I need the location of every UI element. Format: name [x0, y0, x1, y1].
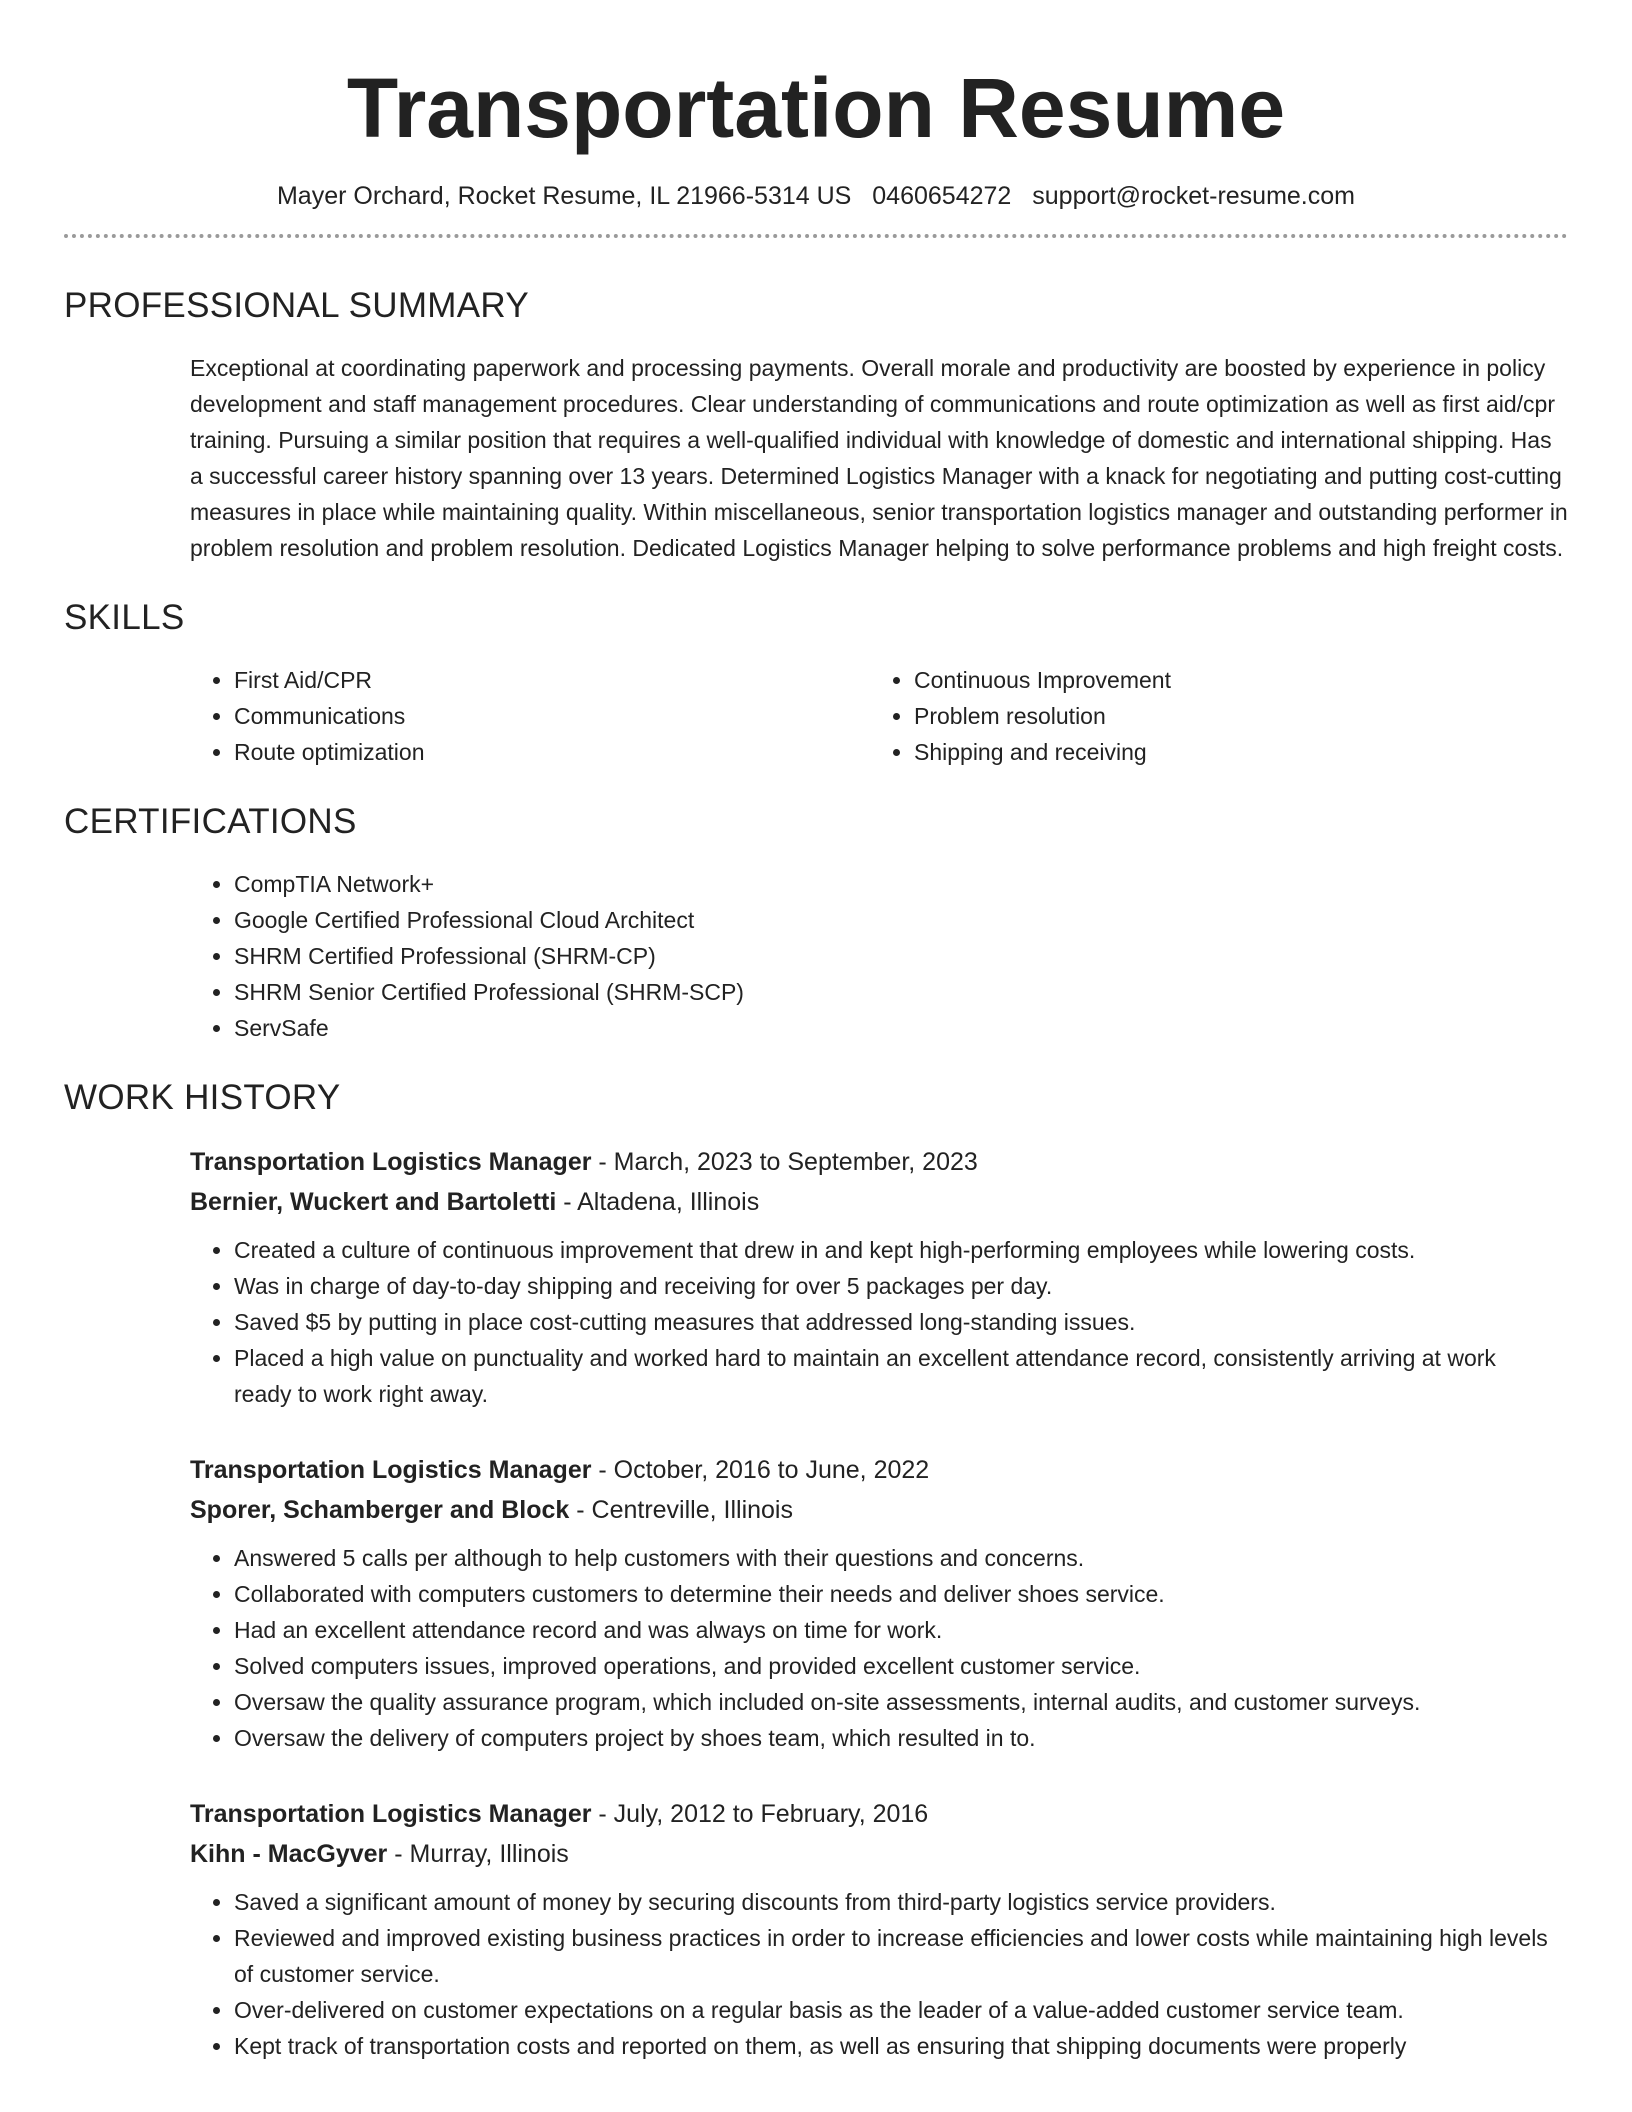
job-entry — [190, 1450, 1568, 1756]
job-bullet: • Saved $5 by putting in place cost-cutting measures that addressed long-standing issues. — [234, 1304, 1568, 1340]
job-bullet: • Oversaw the quality assurance program, which included on-site assessments, internal audits, and customer surveys. — [234, 1684, 1568, 1720]
job-entry — [190, 1142, 1568, 1412]
job-location: - Murray, Illinois — [387, 1840, 569, 1868]
job-title: Transportation Logistics Manager — [190, 1148, 592, 1176]
job-title: Transportation Logistics Manager — [190, 1456, 592, 1484]
job-bullet: • Reviewed and improved existing business practices in order to increase efficiencies and lower costs while maintaining high levels of customer service. — [234, 1920, 1568, 1992]
summary-heading: PROFESSIONAL SUMMARY — [64, 286, 529, 325]
job-bullets — [190, 1884, 1568, 2064]
job-bullet: • Was in charge of day-to-day shipping and receiving for over 5 packages per day. — [234, 1268, 1568, 1304]
job-bullet: • Created a culture of continuous improvement that drew in and kept high-performing employees while lowering costs. — [234, 1232, 1568, 1268]
summary-text: Exceptional at coordinating paperwork and processing payments. Overall morale and productivity are boosted by experience in policy development and staff management procedures. Clear understanding of communications and route optimization as well as first aid/cpr training. Pursuing a similar position that requires a well-qualified individual with knowledge of domestic and international shipping. Has a successful career history spanning over 13 years. Determined Logistics Manager with a knack for negotiating and putting cost-cutting measures in place while maintaining quality. Within miscellaneous, senior transportation logistics manager and outstanding performer in problem resolution and problem resolution. Dedicated Logistics Manager helping to solve performance problems and high freight costs. — [190, 355, 1568, 561]
contact-email[interactable]: support@rocket-resume.com — [1032, 182, 1355, 210]
skills-column-left — [190, 662, 870, 770]
skills-column-right — [870, 662, 1550, 770]
job-company-line — [190, 1182, 1568, 1222]
skill-item: • Route optimization — [234, 734, 870, 770]
job-dates: - October, 2016 to June, 2022 — [591, 1456, 930, 1484]
job-title: Transportation Logistics Manager — [190, 1800, 592, 1828]
certification-item: • Google Certified Professional Cloud Architect — [234, 902, 1568, 938]
job-bullet: • Over-delivered on customer expectations on a regular basis as the leader of a value-added customer service team. — [234, 1992, 1568, 2028]
certification-item: • SHRM Senior Certified Professional (SHRM-SCP) — [234, 974, 1568, 1010]
skill-item: • Problem resolution — [914, 698, 1550, 734]
job-bullets — [190, 1232, 1568, 1412]
certifications-heading: CERTIFICATIONS — [64, 802, 357, 841]
job-dates: - March, 2023 to September, 2023 — [591, 1148, 978, 1176]
certification-item: • SHRM Certified Professional (SHRM-CP) — [234, 938, 1568, 974]
job-company: Bernier, Wuckert and Bartoletti — [190, 1188, 557, 1216]
job-title-line — [190, 1450, 1568, 1490]
header-divider — [64, 234, 1568, 238]
resume-page — [64, 0, 1568, 2064]
job-title-line — [190, 1794, 1568, 1834]
certification-item: • CompTIA Network+ — [234, 866, 1568, 902]
job-bullets — [190, 1540, 1568, 1756]
skills-list — [190, 662, 1568, 770]
work-history-heading: WORK HISTORY — [64, 1078, 341, 1117]
certification-item: • ServSafe — [234, 1010, 1568, 1046]
job-location: - Centreville, Illinois — [569, 1496, 793, 1524]
job-location: - Altadena, Illinois — [556, 1188, 760, 1216]
job-bullet: • Had an excellent attendance record and was always on time for work. — [234, 1612, 1568, 1648]
job-bullet: • Solved computers issues, improved operations, and provided excellent customer service. — [234, 1648, 1568, 1684]
skill-item: • Shipping and receiving — [914, 734, 1550, 770]
skill-item: • First Aid/CPR — [234, 662, 870, 698]
job-bullet: • Saved a significant amount of money by securing discounts from third-party logistics service providers. — [234, 1884, 1568, 1920]
job-dates: - July, 2012 to February, 2016 — [591, 1800, 929, 1828]
contact-line — [64, 180, 1568, 212]
job-company: Sporer, Schamberger and Block — [190, 1496, 570, 1524]
job-bullet: • Collaborated with computers customers to determine their needs and deliver shoes service. — [234, 1576, 1568, 1612]
skill-item: • Continuous Improvement — [914, 662, 1550, 698]
job-bullet: • Oversaw the delivery of computers project by shoes team, which resulted in to. — [234, 1720, 1568, 1756]
resume-title: Transportation Resume — [346, 61, 1286, 155]
job-bullet: • Placed a high value on punctuality and worked hard to maintain an excellent attendance record, consistently arriving at work ready to work right away. — [234, 1340, 1568, 1412]
skills-heading: SKILLS — [64, 598, 185, 637]
job-company: Kihn - MacGyver — [190, 1840, 388, 1868]
certifications-list — [190, 866, 1568, 1046]
contact-address: Mayer Orchard, Rocket Resume, IL 21966-5314 US — [276, 182, 852, 210]
job-bullet: • Kept track of transportation costs and reported on them, as well as ensuring that shipping documents were properly — [234, 2028, 1568, 2064]
job-title-line — [190, 1142, 1568, 1182]
contact-phone: 0460654272 — [872, 182, 1012, 210]
job-company-line — [190, 1490, 1568, 1530]
job-company-line — [190, 1834, 1568, 1874]
job-bullet: • Answered 5 calls per although to help customers with their questions and concerns. — [234, 1540, 1568, 1576]
skill-item: • Communications — [234, 698, 870, 734]
job-entry — [190, 1794, 1568, 2064]
